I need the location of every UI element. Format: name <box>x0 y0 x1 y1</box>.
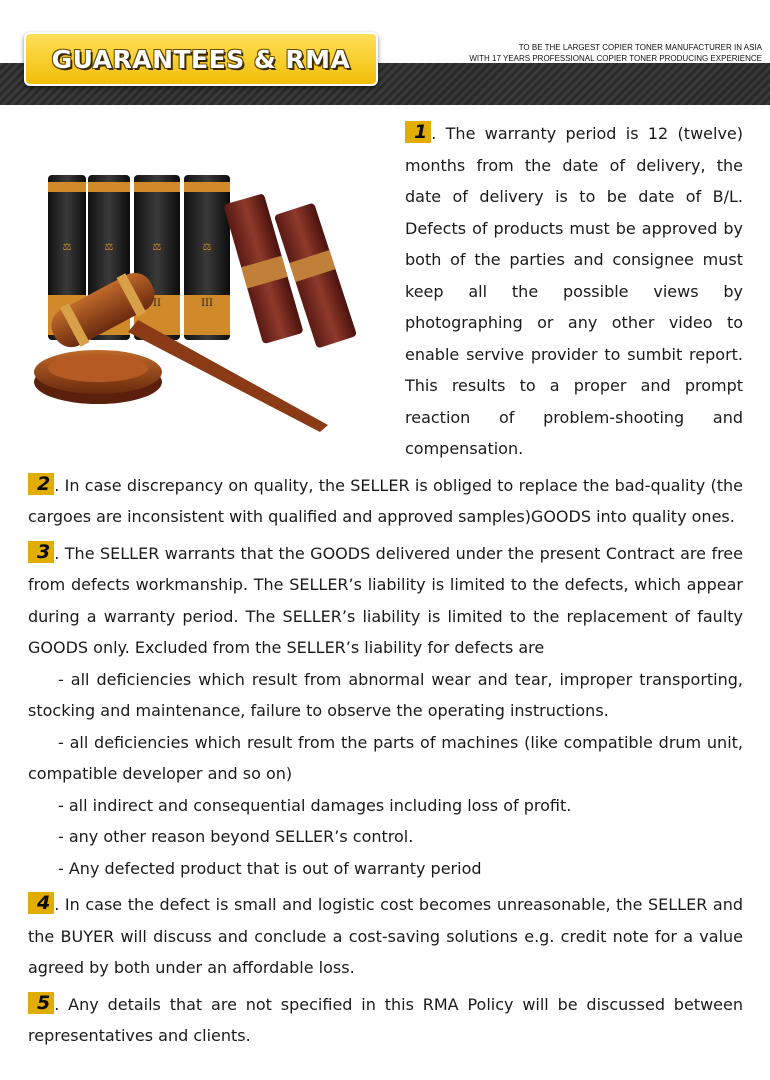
section-5-text: Any details that are not specified in this RMA Policy will be discussed between representatives and clients. <box>28 994 743 1045</box>
section-1: 1 . The warranty period is 12 (twelve) months from the date of delivery, the date of delivery is to be date of B/L. Defects of products must be approved by both of the parties and consignee must keep all the possible views by photographing or any other video to enable servive provider to sumbit report. This results to a proper and prompt reaction of problem-shooting and compensation. <box>405 121 743 458</box>
svg-text:II: II <box>153 298 161 309</box>
exclusion-item: - all deficiencies which result from abnormal wear and tear, improper transporting, stocking and maintenance, failure to observe the operating instructions. <box>28 669 743 720</box>
section-2: 2 . In case discrepancy on quality, the SELLER is obliged to replace the bad-quality (the cargoes are inconsistent with qualified and approved samples)GOODS into quality ones. <box>28 472 744 526</box>
section-number-2: 2 <box>28 473 54 495</box>
svg-text:⚖: ⚖ <box>202 242 212 253</box>
tagline <box>469 42 762 64</box>
section-4-text: In case the defect is small and logistic cost becomes unreasonable, the SELLER and the BUYER will discuss and conclude a cost-saving solutions e.g. credit note for a value agreed by both under an affordable loss. <box>28 895 743 977</box>
tagline-line-1: TO BE THE LARGEST COPIER TONER MANUFACTURER IN ASIA <box>518 43 762 52</box>
exclusion-item: - all indirect and consequential damages including loss of profit. <box>58 795 572 815</box>
svg-text:⚖: ⚖ <box>152 242 162 253</box>
exclusion-item: - Any defected product that is out of warranty period <box>58 858 482 878</box>
section-2-text: In case discrepancy on quality, the SELLER is obliged to replace the bad-quality (the cargoes are inconsistent with qualified and approved samples)GOODS into quality ones. <box>28 475 744 526</box>
svg-text:⚖: ⚖ <box>62 242 72 253</box>
section-number-3: 3 <box>28 541 54 563</box>
section-4: 4 . In case the defect is small and logistic cost becomes unreasonable, the SELLER and the BUYER will discuss and conclude a cost-saving solutions e.g. credit note for a value agreed by both under an affordable loss. <box>28 892 743 977</box>
page-title-box <box>24 32 378 86</box>
section-1-text: The warranty period is 12 (twelve) months from the date of delivery, the date of delivery is to be date of B/L. Defects of products must be approved by both of the parties and consignee must keep all the possible views by photographing or any other video to enable servive provider to sumbit report. This results to a proper and prompt reaction of problem-shooting and compensation. <box>405 124 743 458</box>
section-5: 5 . Any details that are not specified in this RMA Policy will be discussed between representatives and clients. <box>28 991 743 1045</box>
section-3-text: The SELLER warrants that the GOODS delivered under the present Contract are free from defects workmanship. The SELLER’s liability is limited to the defects, which appear during a warranty period. The SELLER’s liability is limited to the replacement of faulty GOODS only. Excluded from the SELLER’s liability for defects are <box>28 543 743 657</box>
tagline-line-2: WITH 17 YEARS PROFESSIONAL COPIER TONER PRODUCING EXPERIENCE <box>469 54 762 63</box>
section-number-1: 1 <box>405 121 431 143</box>
policy-content <box>28 118 743 1052</box>
exclusion-item: - all deficiencies which result from the parts of machines (like compatible drum unit, compatible developer and so on) <box>28 732 743 783</box>
svg-text:⚖: ⚖ <box>104 242 114 253</box>
page-title: GUARANTEES & RMA <box>51 44 351 74</box>
exclusion-item: - any other reason beyond SELLER’s control. <box>58 827 414 846</box>
section-number-5: 5 <box>28 992 54 1014</box>
section-number-4: 4 <box>28 892 54 914</box>
svg-text:III: III <box>201 298 213 309</box>
section-3: 3 . The SELLER warrants that the GOODS delivered under the present Contract are free from defects workmanship. The SELLER’s liability is limited to the defects, which appear during a warranty period. The SELLER’s liability is limited to the replacement of faulty GOODS only. Excluded from the SELLER’s liability for defects are <box>28 540 743 657</box>
